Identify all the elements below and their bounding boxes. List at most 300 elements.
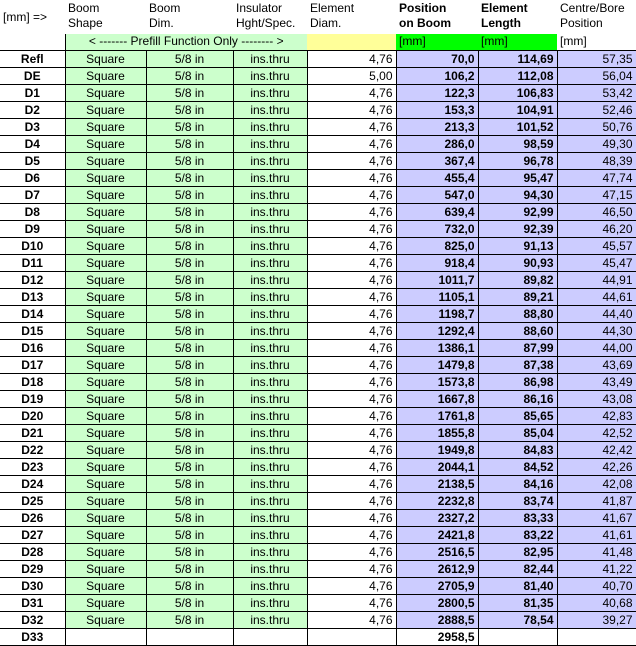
position-cell[interactable]: 367,4 <box>396 152 478 169</box>
row-label: D26 <box>0 509 65 526</box>
element-diam-cell[interactable]: 4,76 <box>307 84 396 101</box>
insulator-cell[interactable]: ins.thru <box>233 611 307 628</box>
length-cell: 98,59 <box>478 135 557 152</box>
position-cell[interactable]: 1292,4 <box>396 322 478 339</box>
boom-shape-cell[interactable]: Square <box>65 254 146 271</box>
row-label: D15 <box>0 322 65 339</box>
boom-dim-cell[interactable]: 5/8 in <box>146 509 233 526</box>
centre-cell: 43,69 <box>557 356 636 373</box>
insulator-cell[interactable]: ins.thru <box>233 458 307 475</box>
position-cell[interactable]: 918,4 <box>396 254 478 271</box>
centre-cell: 47,74 <box>557 169 636 186</box>
boom-shape-cell[interactable]: Square <box>65 305 146 322</box>
boom-dim-cell[interactable]: 5/8 in <box>146 271 233 288</box>
length-unit: [mm] <box>478 34 557 50</box>
element-diam-cell[interactable]: 4,76 <box>307 169 396 186</box>
insulator-cell[interactable]: ins.thru <box>233 186 307 203</box>
position-cell[interactable]: 1479,8 <box>396 356 478 373</box>
boom-dim-cell[interactable]: 5/8 in <box>146 373 233 390</box>
position-cell[interactable]: 1386,1 <box>396 339 478 356</box>
length-cell: 81,35 <box>478 594 557 611</box>
table-row <box>0 50 636 67</box>
table-row <box>0 237 636 254</box>
boom-dim-cell[interactable]: 5/8 in <box>146 526 233 543</box>
centre-cell: 41,22 <box>557 560 636 577</box>
row-label: D17 <box>0 356 65 373</box>
element-diam-cell[interactable]: 4,76 <box>307 356 396 373</box>
insulator-cell[interactable]: ins.thru <box>233 373 307 390</box>
insulator-cell[interactable]: ins.thru <box>233 322 307 339</box>
table-row <box>0 543 636 560</box>
element-diam-cell[interactable]: 4,76 <box>307 390 396 407</box>
row-label: D18 <box>0 373 65 390</box>
centre-cell: 41,67 <box>557 509 636 526</box>
table-row <box>0 356 636 373</box>
position-cell[interactable]: 2044,1 <box>396 458 478 475</box>
length-cell: 81,40 <box>478 577 557 594</box>
element-diam-cell[interactable]: 4,76 <box>307 373 396 390</box>
insulator-cell[interactable]: ins.thru <box>233 543 307 560</box>
length-header: Element Length <box>481 1 528 30</box>
centre-cell: 44,91 <box>557 271 636 288</box>
boom-dim-cell[interactable]: 5/8 in <box>146 611 233 628</box>
centre-unit: [mm] <box>557 34 636 50</box>
insulator-cell[interactable]: ins.thru <box>233 509 307 526</box>
boom-shape-cell[interactable]: Square <box>65 50 146 67</box>
position-cell[interactable]: 286,0 <box>396 135 478 152</box>
centre-cell: 49,30 <box>557 135 636 152</box>
boom-shape-cell[interactable]: Square <box>65 492 146 509</box>
row-label: D30 <box>0 577 65 594</box>
boom-dim-cell[interactable]: 5/8 in <box>146 237 233 254</box>
length-cell: 87,99 <box>478 339 557 356</box>
element-diam-cell[interactable]: 4,76 <box>307 254 396 271</box>
element-diam-cell[interactable]: 4,76 <box>307 220 396 237</box>
table-row <box>0 322 636 339</box>
row-label: D29 <box>0 560 65 577</box>
insulator-cell[interactable]: ins.thru <box>233 203 307 220</box>
boom-shape-cell[interactable]: Square <box>65 577 146 594</box>
length-cell: 83,33 <box>478 509 557 526</box>
centre-cell: 46,20 <box>557 220 636 237</box>
insulator-cell[interactable]: ins.thru <box>233 475 307 492</box>
centre-cell: 40,68 <box>557 594 636 611</box>
insulator-cell[interactable]: ins.thru <box>233 118 307 135</box>
insulator-cell[interactable]: ins.thru <box>233 407 307 424</box>
table-row <box>0 526 636 543</box>
position-unit: [mm] <box>396 34 478 50</box>
position-cell[interactable]: 2232,8 <box>396 492 478 509</box>
boom-dim-cell[interactable]: 5/8 in <box>146 560 233 577</box>
centre-cell: 43,08 <box>557 390 636 407</box>
insulator-cell[interactable]: ins.thru <box>233 169 307 186</box>
length-cell: 88,60 <box>478 322 557 339</box>
centre-cell: 56,04 <box>557 67 636 84</box>
table-row <box>0 424 636 441</box>
table-row <box>0 203 636 220</box>
position-cell[interactable]: 213,3 <box>396 118 478 135</box>
boom-shape-cell[interactable]: Square <box>65 220 146 237</box>
table-row <box>0 101 636 118</box>
insulator-cell[interactable]: ins.thru <box>233 101 307 118</box>
boom-dim-cell[interactable]: 5/8 in <box>146 101 233 118</box>
position-cell[interactable]: 639,4 <box>396 203 478 220</box>
position-cell[interactable]: 153,3 <box>396 101 478 118</box>
table-row <box>0 475 636 492</box>
length-cell: 92,99 <box>478 203 557 220</box>
centre-cell: 41,48 <box>557 543 636 560</box>
element-diam-cell[interactable]: 4,76 <box>307 577 396 594</box>
centre-cell: 39,27 <box>557 611 636 628</box>
row-label: D27 <box>0 526 65 543</box>
boom-shape-cell[interactable]: Square <box>65 237 146 254</box>
position-cell[interactable]: 2421,8 <box>396 526 478 543</box>
centre-cell: 48,39 <box>557 152 636 169</box>
boom-dim-cell[interactable]: 5/8 in <box>146 339 233 356</box>
element-diam-cell[interactable]: 4,76 <box>307 543 396 560</box>
boom-dim-cell[interactable]: 5/8 in <box>146 84 233 101</box>
length-cell: 89,82 <box>478 271 557 288</box>
insulator-cell[interactable]: ins.thru <box>233 67 307 84</box>
insulator-cell[interactable]: ins.thru <box>233 526 307 543</box>
boom-dim-cell[interactable]: 5/8 in <box>146 135 233 152</box>
row-label: D6 <box>0 169 65 186</box>
row-label: D25 <box>0 492 65 509</box>
centre-cell: 46,50 <box>557 203 636 220</box>
table-row <box>0 390 636 407</box>
insulator-cell[interactable]: ins.thru <box>233 237 307 254</box>
position-cell[interactable]: 2800,5 <box>396 594 478 611</box>
boom-shape-cell[interactable]: Square <box>65 322 146 339</box>
position-header: Position on Boom <box>399 1 451 30</box>
boom-dim-cell[interactable]: 5/8 in <box>146 475 233 492</box>
length-cell: 82,44 <box>478 560 557 577</box>
row-label: D9 <box>0 220 65 237</box>
boom-shape-cell[interactable]: Square <box>65 101 146 118</box>
position-cell[interactable]: 1761,8 <box>396 407 478 424</box>
row-label: D28 <box>0 543 65 560</box>
length-cell: 95,47 <box>478 169 557 186</box>
insulator-cell[interactable]: ins.thru <box>233 577 307 594</box>
element-diam-cell[interactable]: 4,76 <box>307 526 396 543</box>
centre-cell: 57,35 <box>557 50 636 67</box>
boom-dim-cell[interactable]: 5/8 in <box>146 186 233 203</box>
units-header: [mm] => <box>3 10 48 24</box>
boom-dim-header: Boom Dim. <box>149 1 181 30</box>
boom-shape-cell[interactable]: Square <box>65 390 146 407</box>
insulator-cell[interactable]: ins.thru <box>233 390 307 407</box>
boom-shape-cell[interactable]: Square <box>65 509 146 526</box>
boom-shape-header: Boom Shape <box>68 1 103 30</box>
position-cell[interactable]: 2138,5 <box>396 475 478 492</box>
table-row <box>0 271 636 288</box>
boom-shape-cell[interactable]: Square <box>65 186 146 203</box>
empty-cell <box>65 628 146 645</box>
boom-dim-cell[interactable]: 5/8 in <box>146 50 233 67</box>
length-cell: 90,93 <box>478 254 557 271</box>
insulator-cell[interactable]: ins.thru <box>233 305 307 322</box>
table-row <box>0 492 636 509</box>
empty-cell <box>307 628 396 645</box>
position-cell[interactable]: 1198,7 <box>396 305 478 322</box>
insulator-header: Insulator Hght/Spec. <box>236 1 296 30</box>
row-label: D1 <box>0 84 65 101</box>
boom-dim-cell[interactable]: 5/8 in <box>146 254 233 271</box>
position-cell[interactable]: 2327,2 <box>396 509 478 526</box>
boom-shape-cell[interactable]: Square <box>65 458 146 475</box>
boom-shape-cell[interactable]: Square <box>65 67 146 84</box>
boom-shape-cell[interactable]: Square <box>65 356 146 373</box>
length-cell: 101,52 <box>478 118 557 135</box>
position-cell[interactable]: 825,0 <box>396 237 478 254</box>
insulator-cell[interactable]: ins.thru <box>233 152 307 169</box>
row-label: D14 <box>0 305 65 322</box>
empty-cell <box>146 628 233 645</box>
row-label: D32 <box>0 611 65 628</box>
centre-cell: 45,47 <box>557 254 636 271</box>
empty-cell <box>478 628 557 645</box>
table-row <box>0 118 636 135</box>
boom-shape-cell[interactable]: Square <box>65 373 146 390</box>
insulator-cell[interactable]: ins.thru <box>233 84 307 101</box>
position-cell[interactable]: 2888,5 <box>396 611 478 628</box>
table-row <box>0 67 636 84</box>
table-row <box>0 611 636 628</box>
boom-shape-cell[interactable]: Square <box>65 152 146 169</box>
element-diam-cell[interactable]: 4,76 <box>307 271 396 288</box>
boom-shape-cell[interactable]: Square <box>65 288 146 305</box>
length-cell: 91,13 <box>478 237 557 254</box>
row-label: D19 <box>0 390 65 407</box>
boom-dim-cell[interactable]: 5/8 in <box>146 543 233 560</box>
length-cell: 96,78 <box>478 152 557 169</box>
boom-shape-cell[interactable]: Square <box>65 407 146 424</box>
length-cell: 84,16 <box>478 475 557 492</box>
element-diam-cell[interactable]: 4,76 <box>307 288 396 305</box>
subheader-row <box>0 34 636 50</box>
table-row <box>0 407 636 424</box>
element-diam-cell[interactable]: 4,76 <box>307 475 396 492</box>
boom-dim-cell[interactable]: 5/8 in <box>146 594 233 611</box>
centre-cell: 42,42 <box>557 441 636 458</box>
boom-dim-cell[interactable]: 5/8 in <box>146 390 233 407</box>
row-label: D22 <box>0 441 65 458</box>
length-cell: 85,65 <box>478 407 557 424</box>
insulator-cell[interactable]: ins.thru <box>233 339 307 356</box>
length-cell: 82,95 <box>478 543 557 560</box>
row-label: D12 <box>0 271 65 288</box>
position-cell[interactable]: 1667,8 <box>396 390 478 407</box>
row-label: Refl <box>0 50 65 67</box>
element-diam-cell[interactable]: 4,76 <box>307 560 396 577</box>
centre-header: Centre/Bore Position <box>560 1 625 30</box>
element-diam-cell[interactable]: 4,76 <box>307 50 396 67</box>
boom-shape-cell[interactable]: Square <box>65 84 146 101</box>
insulator-cell[interactable]: ins.thru <box>233 441 307 458</box>
element-diam-cell[interactable]: 4,76 <box>307 611 396 628</box>
boom-dim-cell[interactable]: 5/8 in <box>146 169 233 186</box>
row-label: D4 <box>0 135 65 152</box>
element-diam-cell[interactable]: 4,76 <box>307 322 396 339</box>
element-diam-cell[interactable]: 4,76 <box>307 407 396 424</box>
row-label: D31 <box>0 594 65 611</box>
boom-shape-cell[interactable]: Square <box>65 526 146 543</box>
boom-shape-cell[interactable]: Square <box>65 135 146 152</box>
insulator-cell[interactable]: ins.thru <box>233 135 307 152</box>
prefill-note: < ------- Prefill Function Only -------- > <box>65 34 307 50</box>
element-diam-cell[interactable]: 4,76 <box>307 186 396 203</box>
element-diam-cell[interactable]: 4,76 <box>307 441 396 458</box>
element-diam-cell[interactable]: 4,76 <box>307 594 396 611</box>
boom-shape-cell[interactable]: Square <box>65 339 146 356</box>
position-cell[interactable]: 455,4 <box>396 169 478 186</box>
boom-shape-cell[interactable]: Square <box>65 118 146 135</box>
element-diam-cell[interactable]: 4,76 <box>307 135 396 152</box>
table-row <box>0 560 636 577</box>
insulator-cell[interactable]: ins.thru <box>233 492 307 509</box>
position-cell[interactable]: 70,0 <box>396 50 478 67</box>
boom-shape-cell[interactable]: Square <box>65 594 146 611</box>
element-diam-cell[interactable]: 4,76 <box>307 305 396 322</box>
boom-dim-cell[interactable]: 5/8 in <box>146 424 233 441</box>
boom-dim-cell[interactable]: 5/8 in <box>146 356 233 373</box>
boom-dim-cell[interactable]: 5/8 in <box>146 203 233 220</box>
length-cell: 106,83 <box>478 84 557 101</box>
row-label: D10 <box>0 237 65 254</box>
position-cell[interactable]: 2516,5 <box>396 543 478 560</box>
element-diam-cell[interactable]: 4,76 <box>307 339 396 356</box>
table-row <box>0 373 636 390</box>
table-row <box>0 441 636 458</box>
boom-dim-cell[interactable]: 5/8 in <box>146 458 233 475</box>
table-row <box>0 152 636 169</box>
boom-dim-cell[interactable]: 5/8 in <box>146 288 233 305</box>
boom-dim-cell[interactable]: 5/8 in <box>146 407 233 424</box>
boom-shape-cell[interactable]: Square <box>65 169 146 186</box>
insulator-cell[interactable]: ins.thru <box>233 220 307 237</box>
position-cell[interactable]: 122,3 <box>396 84 478 101</box>
row-label: D5 <box>0 152 65 169</box>
header-row <box>0 0 636 34</box>
table-row <box>0 169 636 186</box>
row-label: D33 <box>0 628 65 645</box>
position-cell[interactable]: 106,2 <box>396 67 478 84</box>
boom-shape-cell[interactable]: Square <box>65 441 146 458</box>
insulator-cell[interactable]: ins.thru <box>233 271 307 288</box>
boom-shape-cell[interactable]: Square <box>65 424 146 441</box>
position-cell[interactable]: 1105,1 <box>396 288 478 305</box>
insulator-cell[interactable]: ins.thru <box>233 254 307 271</box>
position-cell[interactable]: 1573,8 <box>396 373 478 390</box>
boom-dim-cell[interactable]: 5/8 in <box>146 441 233 458</box>
row-label: D23 <box>0 458 65 475</box>
boom-shape-cell[interactable]: Square <box>65 543 146 560</box>
element-diam-cell[interactable]: 5,00 <box>307 67 396 84</box>
centre-cell: 42,52 <box>557 424 636 441</box>
table-row <box>0 220 636 237</box>
table-row <box>0 84 636 101</box>
element-diam-header: Element Diam. <box>310 1 355 30</box>
element-diam-cell[interactable]: 4,76 <box>307 237 396 254</box>
centre-cell: 47,15 <box>557 186 636 203</box>
centre-cell: 42,26 <box>557 458 636 475</box>
position-cell[interactable]: 1011,7 <box>396 271 478 288</box>
boom-shape-cell[interactable]: Square <box>65 271 146 288</box>
boom-dim-cell[interactable]: 5/8 in <box>146 577 233 594</box>
element-diam-cell[interactable]: 4,76 <box>307 509 396 526</box>
table-row <box>0 288 636 305</box>
length-cell: 114,69 <box>478 50 557 67</box>
boom-dim-cell[interactable]: 5/8 in <box>146 118 233 135</box>
table-row <box>0 577 636 594</box>
insulator-cell[interactable]: ins.thru <box>233 288 307 305</box>
boom-dim-cell[interactable]: 5/8 in <box>146 492 233 509</box>
boom-dim-cell[interactable]: 5/8 in <box>146 67 233 84</box>
length-cell: 83,74 <box>478 492 557 509</box>
insulator-cell[interactable]: ins.thru <box>233 424 307 441</box>
position-cell[interactable]: 1855,8 <box>396 424 478 441</box>
position-cell[interactable]: 1949,8 <box>396 441 478 458</box>
position-cell[interactable]: 732,0 <box>396 220 478 237</box>
table-row <box>0 186 636 203</box>
position-cell[interactable]: 2705,9 <box>396 577 478 594</box>
row-label: D24 <box>0 475 65 492</box>
centre-cell: 42,08 <box>557 475 636 492</box>
element-diam-cell[interactable]: 4,76 <box>307 492 396 509</box>
diam-input-cell[interactable] <box>307 34 396 50</box>
row-label: DE <box>0 67 65 84</box>
insulator-cell[interactable]: ins.thru <box>233 356 307 373</box>
boom-dim-cell[interactable]: 5/8 in <box>146 322 233 339</box>
table-row <box>0 509 636 526</box>
table-row <box>0 458 636 475</box>
boom-shape-cell[interactable]: Square <box>65 560 146 577</box>
boom-shape-cell[interactable]: Square <box>65 611 146 628</box>
centre-cell: 50,76 <box>557 118 636 135</box>
table-row <box>0 628 636 645</box>
length-cell: 84,83 <box>478 441 557 458</box>
element-diam-cell[interactable]: 4,76 <box>307 458 396 475</box>
position-cell[interactable]: 2612,9 <box>396 560 478 577</box>
centre-cell: 41,61 <box>557 526 636 543</box>
element-diam-cell[interactable]: 4,76 <box>307 118 396 135</box>
boom-dim-cell[interactable]: 5/8 in <box>146 220 233 237</box>
position-cell[interactable]: 547,0 <box>396 186 478 203</box>
boom-shape-cell[interactable]: Square <box>65 475 146 492</box>
centre-cell: 53,42 <box>557 84 636 101</box>
length-cell: 94,30 <box>478 186 557 203</box>
element-diam-cell[interactable]: 4,76 <box>307 424 396 441</box>
row-label: D13 <box>0 288 65 305</box>
element-diam-cell[interactable]: 4,76 <box>307 203 396 220</box>
insulator-cell[interactable]: ins.thru <box>233 50 307 67</box>
boom-shape-cell[interactable]: Square <box>65 203 146 220</box>
insulator-cell[interactable]: ins.thru <box>233 594 307 611</box>
row-label: D2 <box>0 101 65 118</box>
element-diam-cell[interactable]: 4,76 <box>307 101 396 118</box>
centre-cell: 43,49 <box>557 373 636 390</box>
length-cell: 78,54 <box>478 611 557 628</box>
boom-dim-cell[interactable]: 5/8 in <box>146 305 233 322</box>
element-diam-cell[interactable]: 4,76 <box>307 152 396 169</box>
boom-dim-cell[interactable]: 5/8 in <box>146 152 233 169</box>
centre-cell: 40,70 <box>557 577 636 594</box>
length-cell: 92,39 <box>478 220 557 237</box>
centre-cell: 44,00 <box>557 339 636 356</box>
row-label: D8 <box>0 203 65 220</box>
insulator-cell[interactable]: ins.thru <box>233 560 307 577</box>
length-cell: 83,22 <box>478 526 557 543</box>
